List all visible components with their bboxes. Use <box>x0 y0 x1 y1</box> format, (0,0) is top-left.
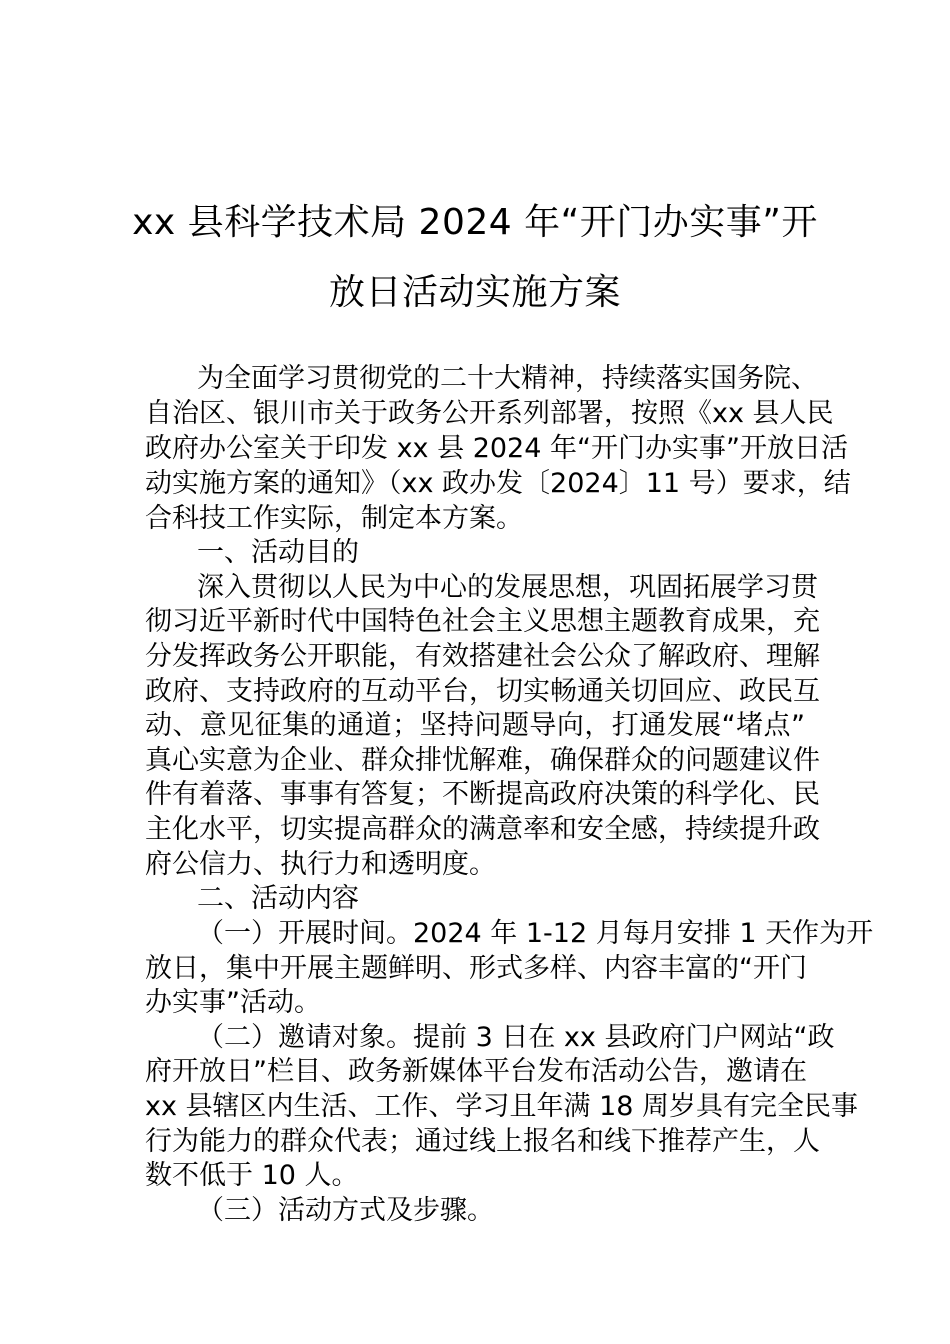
paragraph-line: （一）开展时间。2024 年 1-12 月每月安排 1 天作为开 <box>197 918 874 949</box>
paragraph-line: 彻习近平新时代中国特色社会主义思想主题教育成果，充 <box>145 606 820 637</box>
paragraph-line: 自治区、银川市关于政务公开系列部署，按照《xx 县人民 <box>145 398 834 429</box>
paragraph-line: 深入贯彻以人民为中心的发展思想，巩固拓展学习贯 <box>197 572 818 603</box>
paragraph-line: 分发挥政务公开职能，有效搭建社会公众了解政府、理解 <box>145 641 820 672</box>
paragraph-line: 行为能力的群众代表；通过线上报名和线下推荐产生，人 <box>145 1126 820 1157</box>
paragraph-line: 政府、支持政府的互动平台，切实畅通关切回应、政民互 <box>145 676 820 707</box>
paragraph-line: 主化水平，切实提高群众的满意率和安全感，持续提升政 <box>145 814 820 845</box>
paragraph-line: 动实施方案的通知》（xx 政办发〔2024〕11 号）要求，结 <box>145 468 851 499</box>
paragraph-line: xx 县辖区内生活、工作、学习且年满 18 周岁具有完全民事 <box>145 1091 859 1122</box>
paragraph-line: 动、意见征集的通道；坚持问题导向，打通发展“堵点” <box>145 710 805 741</box>
paragraph-line: 办实事”活动。 <box>145 987 321 1018</box>
document-title-line-2: 放日活动实施方案 <box>328 272 621 313</box>
paragraph-line: （二）邀请对象。提前 3 日在 xx 县政府门户网站“政 <box>197 1022 835 1053</box>
section-heading: 一、活动目的 <box>197 537 359 568</box>
paragraph-line: 府公信力、执行力和透明度。 <box>145 849 496 880</box>
paragraph-line: 为全面学习贯彻党的二十大精神，持续落实国务院、 <box>197 363 818 394</box>
paragraph-line: 放日，集中开展主题鲜明、形式多样、内容丰富的“开门 <box>145 953 807 984</box>
section-heading: 二、活动内容 <box>197 883 359 914</box>
paragraph-line: 真心实意为企业、群众排忧解难，确保群众的问题建议件 <box>145 745 820 776</box>
paragraph-line: 合科技工作实际，制定本方案。 <box>145 503 523 534</box>
paragraph-line: 数不低于 10 人。 <box>145 1160 359 1191</box>
paragraph-line: 政府办公室关于印发 xx 县 2024 年“开门办实事”开放日活 <box>145 433 848 464</box>
paragraph-line: 府开放日”栏目、政务新媒体平台发布活动公告，邀请在 <box>145 1056 807 1087</box>
subsection-heading: （三）活动方式及步骤。 <box>197 1195 494 1226</box>
paragraph-line: 件有着落、事事有答复；不断提高政府决策的科学化、民 <box>145 779 820 810</box>
document-title-line-1: xx 县科学技术局 2024 年“开门办实事”开 <box>132 202 818 243</box>
